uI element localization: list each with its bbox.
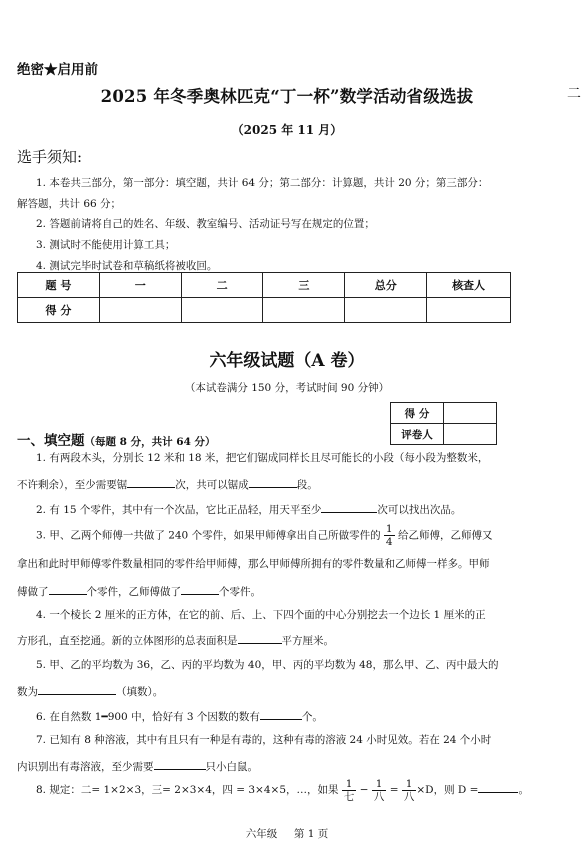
q5-text-2: （填数）。 xyxy=(116,686,164,698)
score-table xyxy=(17,272,511,323)
grader-table xyxy=(390,402,497,445)
q8-text-3: 。 xyxy=(518,784,529,796)
q1-text-3: 段。 xyxy=(296,479,318,491)
q3-text-2: 给乙师傅，乙师傅又 xyxy=(397,529,493,542)
answer-blank[interactable] xyxy=(127,476,175,488)
section-1-title xyxy=(17,429,216,449)
exam-title: 2025 年冬季奥林匹克“丁一杯”数学活动省级选拔 xyxy=(100,87,474,106)
score-header-cell: 三 xyxy=(263,273,345,298)
q5-text-1: 数为 xyxy=(17,686,38,698)
score-row-label: 得 分 xyxy=(18,298,100,323)
footer-grade: 六年级 xyxy=(245,828,278,840)
q3-text-1: 3. 甲、乙两个师傅一共做了 240 个零件，如果甲师傅拿出自己所做零件的 xyxy=(36,529,381,542)
score-header-cell: 核查人 xyxy=(427,273,511,298)
question-4-line-2 xyxy=(17,632,334,648)
q8-text-1: 8. 规定：二= 1×2×3，三= 2×3×4，四 = 3×4×5，…，如果 xyxy=(36,784,339,796)
question-3-line-1 xyxy=(36,523,492,548)
equals-sign: = xyxy=(389,784,399,796)
q1-text-1: 不许剩余），至少需要锯 xyxy=(17,479,128,491)
q8-text-2: ×D，则 D = xyxy=(416,784,479,796)
paper-note: （本试卷满分 150 分，考试时间 90 分钟） xyxy=(184,382,390,394)
fraction-1-over-eight: $\frac{1}{\text{八}}$ xyxy=(403,777,415,803)
secret-label: 绝密★启用前 xyxy=(17,62,98,78)
score-cell[interactable] xyxy=(99,298,181,323)
q2-text-1: 2. 有 15 个零件，其中有一个次品，它比正品轻，用天平至少 xyxy=(36,504,322,516)
notice-item-1b: 解答题，共计 66 分； xyxy=(17,198,122,210)
question-3-line-3 xyxy=(17,583,261,599)
fraction-1-over-eight: $\frac{1}{\text{八}}$ xyxy=(373,777,385,803)
answer-blank[interactable] xyxy=(181,583,219,595)
question-8 xyxy=(36,776,529,804)
grader-name-cell[interactable] xyxy=(444,424,497,445)
q7-text-1: 内识别出有毒溶液，至少需要 xyxy=(17,761,154,773)
q7-text-2: 只小白鼠。 xyxy=(205,761,258,773)
notice-item-3: 3. 测试时不能使用计算工具； xyxy=(36,239,176,251)
paper-subtitle: 六年级试题（A 卷） xyxy=(209,351,365,371)
question-2 xyxy=(36,501,461,517)
margin-char: 二 xyxy=(567,86,581,102)
q2-text-2: 次可以找出次品。 xyxy=(377,504,462,516)
score-header-cell: 总分 xyxy=(345,273,427,298)
question-1-line-2 xyxy=(17,476,318,492)
question-7-line-2 xyxy=(17,758,258,774)
q3-text-3: 傅做了 xyxy=(17,586,49,598)
question-7-line-1: 7. 已知有 8 种溶液，其中有且只有一种是有毒的，这种有毒的溶液 24 小时见效。若在 24 个小时 xyxy=(36,734,492,746)
answer-blank[interactable] xyxy=(238,632,282,644)
answer-blank[interactable] xyxy=(154,758,206,770)
answer-blank[interactable] xyxy=(321,501,377,513)
score-table-header-row xyxy=(18,273,511,298)
notice-heading: 选手须知: xyxy=(17,148,83,166)
notice-item-2: 2. 答题前请将自己的姓名、年级、教室编号、活动证号写在规定的位置； xyxy=(36,218,375,230)
section-1-points: （每题 8 分，共计 64 分） xyxy=(84,436,216,448)
page-footer xyxy=(0,826,574,841)
score-table-score-row xyxy=(18,298,511,323)
question-3-line-2: 拿出和此时甲师傅零件数量相同的零件给甲师傅，那么甲师傅所拥有的零件数量和乙师傅一样多。甲师 xyxy=(17,558,490,570)
section-1-heading: 一、填空题 xyxy=(17,433,85,449)
exam-date: （2025 年 11 月） xyxy=(231,123,343,137)
q3-text-4: 个零件，乙师傅做了 xyxy=(86,586,181,598)
q6-text-1: 6. 在自然数 1━900 中，恰好有 3 个因数的数有 xyxy=(36,711,260,723)
q3-text-5: 个零件。 xyxy=(219,586,261,598)
score-cell[interactable] xyxy=(263,298,345,323)
q4-text-1: 方形孔，直至挖通。新的立体图形的总表面积是 xyxy=(17,635,238,647)
score-cell[interactable] xyxy=(181,298,263,323)
q4-text-2: 平方厘米。 xyxy=(281,635,334,647)
fraction-one-quarter: $\frac{1}{4}$ xyxy=(385,523,393,548)
score-header-cell: 题 号 xyxy=(18,273,100,298)
score-header-cell: 一 xyxy=(99,273,181,298)
question-6 xyxy=(36,708,323,724)
minus-sign: − xyxy=(359,784,369,796)
question-4-line-1: 4. 一个棱长 2 厘米的正方体，在它的前、后、上、下四个面的中心分别挖去一个边长 1 厘米的正 xyxy=(36,609,486,621)
grader-score-cell[interactable] xyxy=(444,403,497,424)
q6-text-2: 个。 xyxy=(301,711,323,723)
footer-page-number: 第 1 页 xyxy=(293,828,329,840)
score-cell[interactable] xyxy=(427,298,511,323)
question-5-line-2 xyxy=(17,683,163,699)
answer-blank[interactable] xyxy=(49,583,87,595)
answer-blank[interactable] xyxy=(478,781,518,793)
grader-name-label: 评卷人 xyxy=(391,424,444,445)
question-5-line-1: 5. 甲、乙的平均数为 36，乙、丙的平均数为 40，甲、丙的平均数为 48，那么甲、乙、丙中最大的 xyxy=(36,659,499,671)
q1-text-2: 次，共可以锯成 xyxy=(175,479,249,491)
score-cell[interactable] xyxy=(345,298,427,323)
notice-item-1a: 1. 本卷共三部分，第一部分：填空题，共计 64 分；第二部分：计算题，共计 20 分；第三部分： xyxy=(36,177,489,189)
grader-score-label: 得 分 xyxy=(391,403,444,424)
fraction-1-over-seven: $\frac{1}{\text{七}}$ xyxy=(343,777,355,803)
answer-blank[interactable] xyxy=(260,708,302,720)
question-1-line-1: 1. 有两段木头，分别长 12 米和 18 米，把它们锯成同样长且尽可能长的小段（每小段为整数米， xyxy=(36,452,489,464)
answer-blank[interactable] xyxy=(38,683,116,695)
answer-blank[interactable] xyxy=(249,476,297,488)
notice-item-4: 4. 测试完毕时试卷和草稿纸将被收回。 xyxy=(36,260,218,272)
score-header-cell: 二 xyxy=(181,273,263,298)
